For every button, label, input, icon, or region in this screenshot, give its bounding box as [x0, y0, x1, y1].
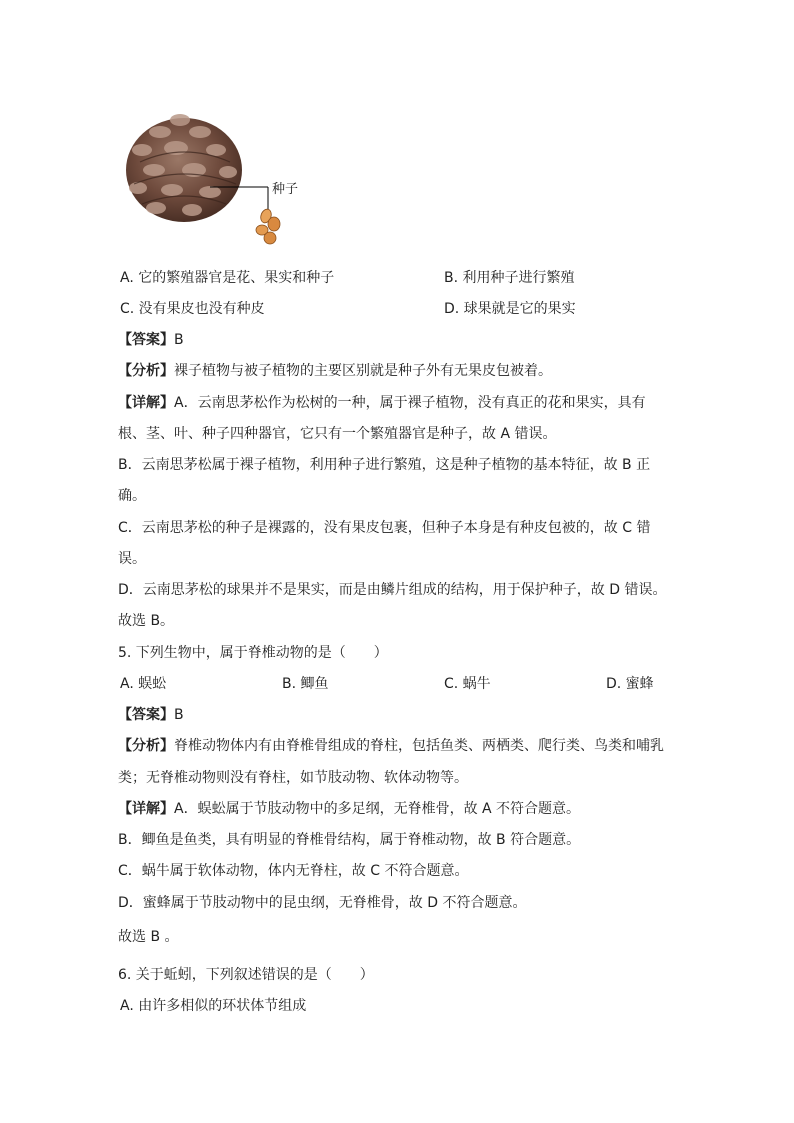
q5-answer: [118, 705, 794, 725]
q4-option-c: C. 没有果皮也没有种皮: [120, 301, 265, 317]
answer-value: B: [174, 332, 184, 348]
q5-option-b: B. 鲫鱼: [282, 676, 329, 692]
analysis-tag: 【分析】: [118, 363, 174, 379]
detail-text: A．云南思茅松作为松树的一种，属于裸子植物，没有真正的花和果实，具有: [174, 395, 646, 411]
analysis-text: 脊椎动物体内有由脊椎骨组成的脊柱，包括鱼类、两栖类、爬行类、鸟类和哺乳: [174, 738, 664, 754]
q4-option-a: A. 它的繁殖器官是花、果实和种子: [120, 270, 335, 286]
seed-label: 种子: [272, 182, 299, 197]
q4-detail-line-6: 误。: [118, 551, 146, 567]
q5-option-c: C. 蜗牛: [444, 676, 491, 692]
q4-option-d: D. 球果就是它的果实: [444, 301, 576, 317]
q4-detail-line-5: C．云南思茅松的种子是裸露的，没有果皮包裹，但种子本身是有种皮包被的，故 C 错: [118, 520, 651, 536]
q5-detail-line-4: D．蜜蜂属于节肢动物中的昆虫纲，无脊椎骨，故 D 不符合题意。: [118, 895, 527, 911]
q5-option-d: D. 蜜蜂: [606, 676, 654, 692]
q4-detail-line-1: [118, 393, 794, 413]
q4-option-b: B. 利用种子进行繁殖: [444, 270, 575, 286]
q5-detail-line-3: C．蜗牛属于软体动物，体内无脊柱，故 C 不符合题意。: [118, 863, 469, 879]
q5-analysis-line-1: [118, 736, 794, 756]
detail-text: A．蜈蚣属于节肢动物中的多足纲，无脊椎骨，故 A 不符合题意。: [174, 801, 581, 817]
q4-conclusion: 故选 B。: [118, 613, 175, 629]
q5-option-a: A. 蜈蚣: [120, 676, 167, 692]
q5-detail-line-2: B．鲫鱼是鱼类，具有明显的脊椎骨结构，属于脊椎动物，故 B 符合题意。: [118, 832, 581, 848]
q6-option-a: A. 由许多相似的环状体节组成: [120, 998, 307, 1014]
answer-tag: 【答案】: [118, 332, 174, 348]
q4-detail-line-3: B．云南思茅松属于裸子植物，利用种子进行繁殖，这是种子植物的基本特征，故 B 正: [118, 457, 651, 473]
pine-cone-figure: [120, 92, 320, 252]
q4-answer: [118, 330, 794, 350]
analysis-tag: 【分析】: [118, 738, 174, 754]
q4-detail-line-7: D．云南思茅松的球果并不是果实，而是由鳞片组成的结构，用于保护种子，故 D 错误。: [118, 582, 667, 598]
q4-analysis: [118, 361, 794, 381]
q4-detail-line-4: 确。: [118, 488, 146, 504]
q5-analysis-line-2: 类；无脊椎动物则没有脊柱，如节肢动物、软体动物等。: [118, 770, 468, 786]
q5-detail-line-1: [118, 799, 794, 819]
detail-tag: 【详解】: [118, 801, 174, 817]
pine-cone-illustration: [120, 92, 320, 252]
answer-tag: 【答案】: [118, 707, 174, 723]
q5-question: 5. 下列生物中，属于脊椎动物的是（ ）: [118, 645, 388, 661]
detail-tag: 【详解】: [118, 395, 174, 411]
q5-conclusion: 故选 B 。: [118, 929, 179, 945]
q4-detail-line-2: 根、茎、叶、种子四种器官，它只有一个繁殖器官是种子，故 A 错误。: [118, 426, 557, 442]
answer-value: B: [174, 707, 184, 723]
analysis-text: 裸子植物与被子植物的主要区别就是种子外有无果皮包被着。: [174, 363, 552, 379]
q6-question: 6. 关于蚯蚓，下列叙述错误的是（ ）: [118, 967, 374, 983]
